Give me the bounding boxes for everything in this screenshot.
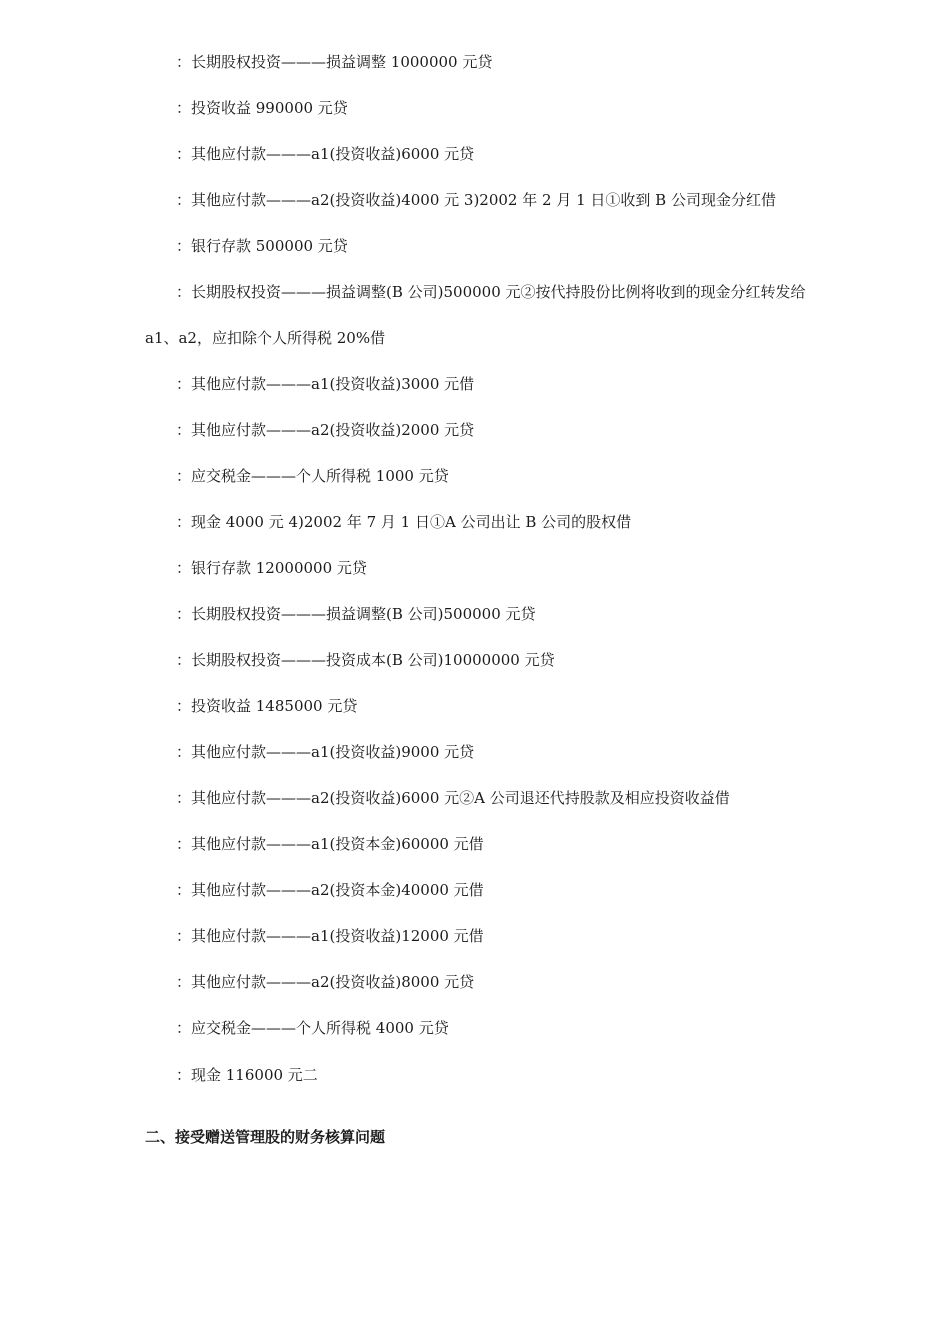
text-line: ：现金 116000 元二 <box>176 1066 318 1084</box>
text-line: ：其他应付款———a1(投资收益)6000 元贷 <box>176 145 475 163</box>
text-line: ：银行存款 500000 元贷 <box>176 237 348 255</box>
text-line: ：长期股权投资———损益调整(B 公司)500000 元②按代持股份比例将收到的现金分红转发给 <box>176 283 806 301</box>
text-line: ：长期股权投资———损益调整 1000000 元贷 <box>176 53 493 71</box>
text-line: ：银行存款 12000000 元贷 <box>176 559 367 577</box>
text-line: ：其他应付款———a1(投资本金)60000 元借 <box>176 835 484 853</box>
text-line: ：其他应付款———a1(投资收益)3000 元借 <box>176 375 475 393</box>
text-line: ：其他应付款———a2(投资收益)4000 元 3)2002 年 2 月 1 日①收到 B 公司现金分红借 <box>176 191 776 209</box>
text-line: ：其他应付款———a2(投资收益)2000 元贷 <box>176 421 475 439</box>
text-line: ：现金 4000 元 4)2002 年 7 月 1 日①A 公司出让 B 公司的股权借 <box>176 513 632 531</box>
text-line: ：投资收益 990000 元贷 <box>176 99 348 117</box>
text-line: ：其他应付款———a2(投资收益)6000 元②A 公司退还代持股款及相应投资收益借 <box>176 789 730 807</box>
text-line: ：投资收益 1485000 元贷 <box>176 697 358 715</box>
text-line: ：其他应付款———a1(投资收益)12000 元借 <box>176 927 484 945</box>
text-line: ：长期股权投资———投资成本(B 公司)10000000 元贷 <box>176 651 555 669</box>
text-line: ：其他应付款———a1(投资收益)9000 元贷 <box>176 743 475 761</box>
text-line: ：其他应付款———a2(投资本金)40000 元借 <box>176 881 484 899</box>
text-line: ：应交税金———个人所得税 1000 元贷 <box>176 467 449 485</box>
text-line: a1、a2，应扣除个人所得税 20%借 <box>145 329 386 347</box>
section-heading: 二、接受赠送管理股的财务核算问题 <box>145 1128 386 1146</box>
text-line: ：长期股权投资———损益调整(B 公司)500000 元贷 <box>176 605 536 623</box>
text-line: ：其他应付款———a2(投资收益)8000 元贷 <box>176 973 475 991</box>
text-line: ：应交税金———个人所得税 4000 元贷 <box>176 1019 449 1037</box>
